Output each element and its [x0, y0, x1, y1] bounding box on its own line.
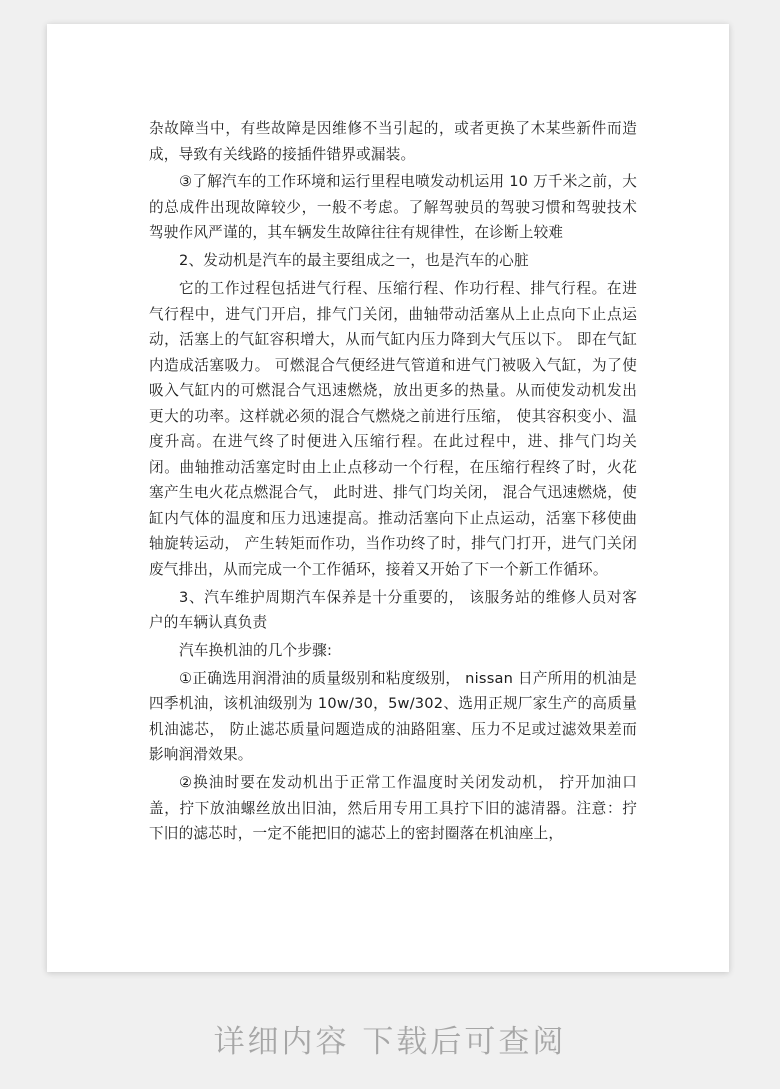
paragraph-1: 杂故障当中，有些故障是因维修不当引起的，或者更换了木某些新件而造成，导致有关线路的接插件错界或漏装。 — [149, 120, 637, 163]
paragraph-8: ②换油时要在发动机出于正常工作温度时关闭发动机， 拧开加油口盖，拧下放油螺丝放出旧油，然后用专用工具拧下旧的滤清器。注意：拧下旧的滤芯时，一定不能把旧的滤芯上的密封圈落在机油座上， — [149, 774, 637, 843]
paragraph-3-heading: 2、发动机是汽车的最主要组成之一，也是汽车的心脏 — [179, 252, 529, 270]
paragraph-5-heading: 3、汽车维护周期汽车保养是十分重要的， 该服务站的维修人员对客户的车辆认真负责 — [149, 588, 637, 632]
paragraph-7: ①正确选用润滑油的质量级别和粘度级别， nissan 日产所用的机油是四季机油，该机油级别为 10w/30，5w/302、选用正规厂家生产的高质量机油滤芯， 防止滤芯质量问题造成的油路阻塞、压力不足或过滤效果差而影响润滑效果。 — [149, 669, 637, 764]
download-hint-label: 详细内容 下载后可查阅 — [213, 1024, 567, 1060]
document-page — [47, 24, 729, 972]
paragraph-2: ③了解汽车的工作环境和运行里程电喷发动机运用 10 万千米之前，大的总成件出现故障较少，一般不考虑。了解驾驶员的驾驶习惯和驾驶技术驾驶作风严谨的，其车辆发生故障往往有规律性，在诊断上较难 — [149, 173, 637, 242]
paragraph-6: 汽车换机油的几个步骤: — [179, 641, 333, 659]
paragraph-4: 它的工作过程包括进气行程、压缩行程、作功行程、排气行程。在进气行程中，进气门开启，排气门关闭，曲轴带动活塞从上止点向下止点运动，活塞上的气缸容积增大，从而气缸内压力降到大气压以下。 即在气缸内造成活塞吸力。 可燃混合气便经进气管道和进气门被吸入气缸，为了使吸入气缸内的可燃混合气迅速燃烧，放出更多的热量。从而使发动机发出更大的功率。这样就必须的混合气燃烧之前进行压缩， 使其容积变小、温度升高。在进气终了时便进入压缩行程。在此过程中，进、排气门均关闭。曲轴推动活塞定时由上止点移动一个行程，在压缩行程终了时，火花塞产生电火花点燃混合气， 此时进、排气门均关闭， 混合气迅速燃烧，使缸内气体的温度和压力迅速提高。推动活塞向下止点运动，活塞下移使曲轴旋转运动， 产生转矩而作功，当作功终了时，排气门打开，进气门关闭废气排出，从而完成一个工作循环，接着又开始了下一个新工作循环。 — [149, 280, 637, 578]
document-body — [149, 116, 637, 849]
